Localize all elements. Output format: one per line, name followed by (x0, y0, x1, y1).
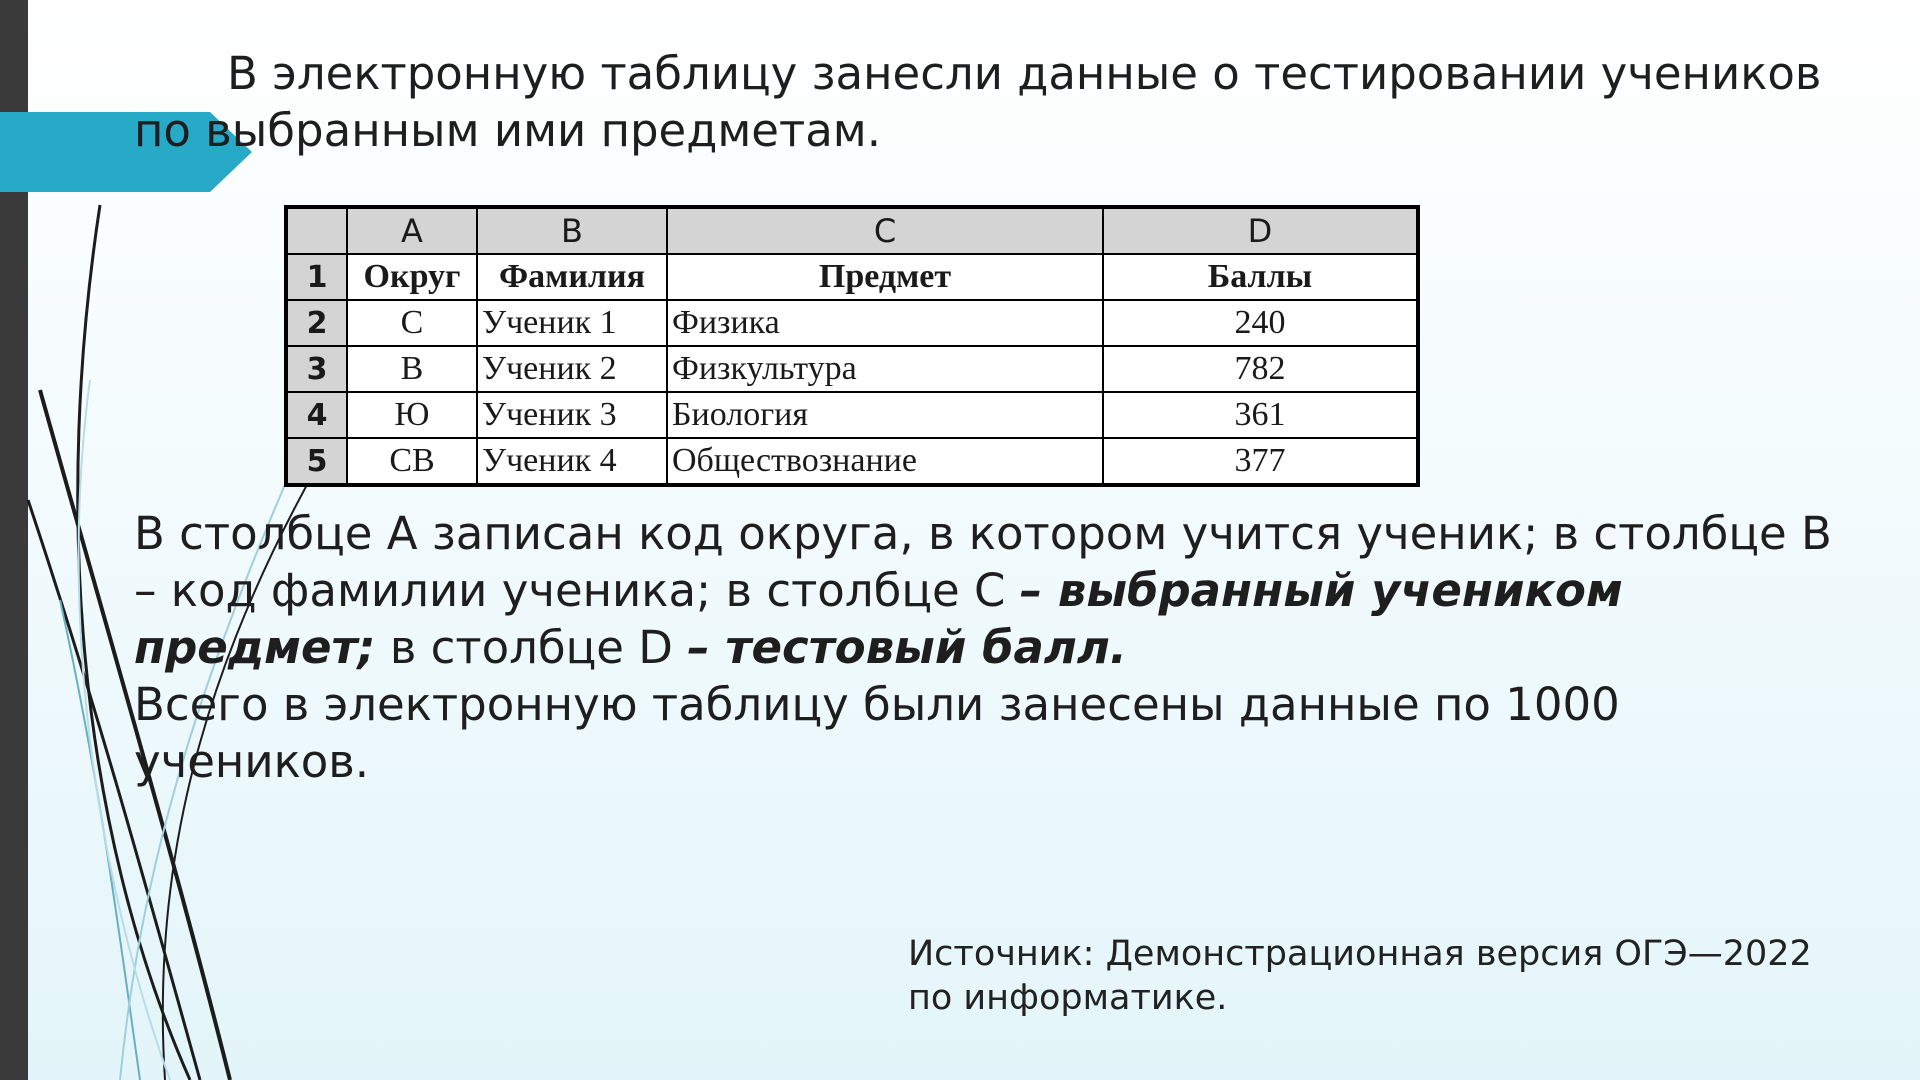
cell-surname: Ученик 3 (477, 392, 667, 438)
cell-subject: Физкультура (667, 346, 1103, 392)
cell-surname: Ученик 4 (477, 438, 667, 485)
cell-surname: Ученик 1 (477, 300, 667, 346)
description-bold-score: – тестовый балл. (687, 621, 1127, 674)
row-number: 5 (286, 438, 347, 485)
cell-score: 782 (1103, 346, 1418, 392)
total-students-text: Всего в электронную таблицу были занесены данные по 1000 учеников. (134, 678, 1620, 788)
cell-surname: Ученик 2 (477, 346, 667, 392)
table-row (286, 300, 1418, 346)
corner-cell (286, 207, 347, 254)
col-letter-b: B (477, 207, 667, 254)
cell-score: 240 (1103, 300, 1418, 346)
cell-district: Ю (347, 392, 477, 438)
header-cell-score: Баллы (1103, 254, 1418, 300)
cell-district: В (347, 346, 477, 392)
table-header-row (286, 254, 1418, 300)
header-cell-district: Округ (347, 254, 477, 300)
cell-district: С (347, 300, 477, 346)
row-number: 1 (286, 254, 347, 300)
col-letter-d: D (1103, 207, 1418, 254)
spreadsheet-table (284, 205, 1420, 487)
col-letter-a: A (347, 207, 477, 254)
source-note: Источник: Демонстрационная версия ОГЭ—2022 по информатике. (908, 934, 1812, 1018)
table-row (286, 392, 1418, 438)
col-letter-c: C (667, 207, 1103, 254)
header-cell-subject: Предмет (667, 254, 1103, 300)
intro-paragraph (134, 45, 1834, 159)
column-letters-row (286, 207, 1418, 254)
table-row (286, 346, 1418, 392)
intro-text: В электронную таблицу занесли данные о тестировании учеников по выбранным ими предметам. (134, 47, 1822, 157)
cell-subject: Обществознание (667, 438, 1103, 485)
description-text-2: в столбце D (375, 621, 688, 674)
cell-score: 377 (1103, 438, 1418, 485)
description-text: В столбце А записан код округа, в котором учится ученик; в столбце В – код фамилии ученика; в столбце С (134, 507, 1832, 617)
row-number: 4 (286, 392, 347, 438)
description-bold-subject: – выбранный учеником предмет; (134, 564, 1623, 674)
cell-score: 361 (1103, 392, 1418, 438)
description-paragraph (134, 505, 1834, 790)
header-cell-surname: Фамилия (477, 254, 667, 300)
row-number: 3 (286, 346, 347, 392)
table-row (286, 438, 1418, 485)
cell-subject: Физика (667, 300, 1103, 346)
row-number: 2 (286, 300, 347, 346)
cell-subject: Биология (667, 392, 1103, 438)
cell-district: СВ (347, 438, 477, 485)
